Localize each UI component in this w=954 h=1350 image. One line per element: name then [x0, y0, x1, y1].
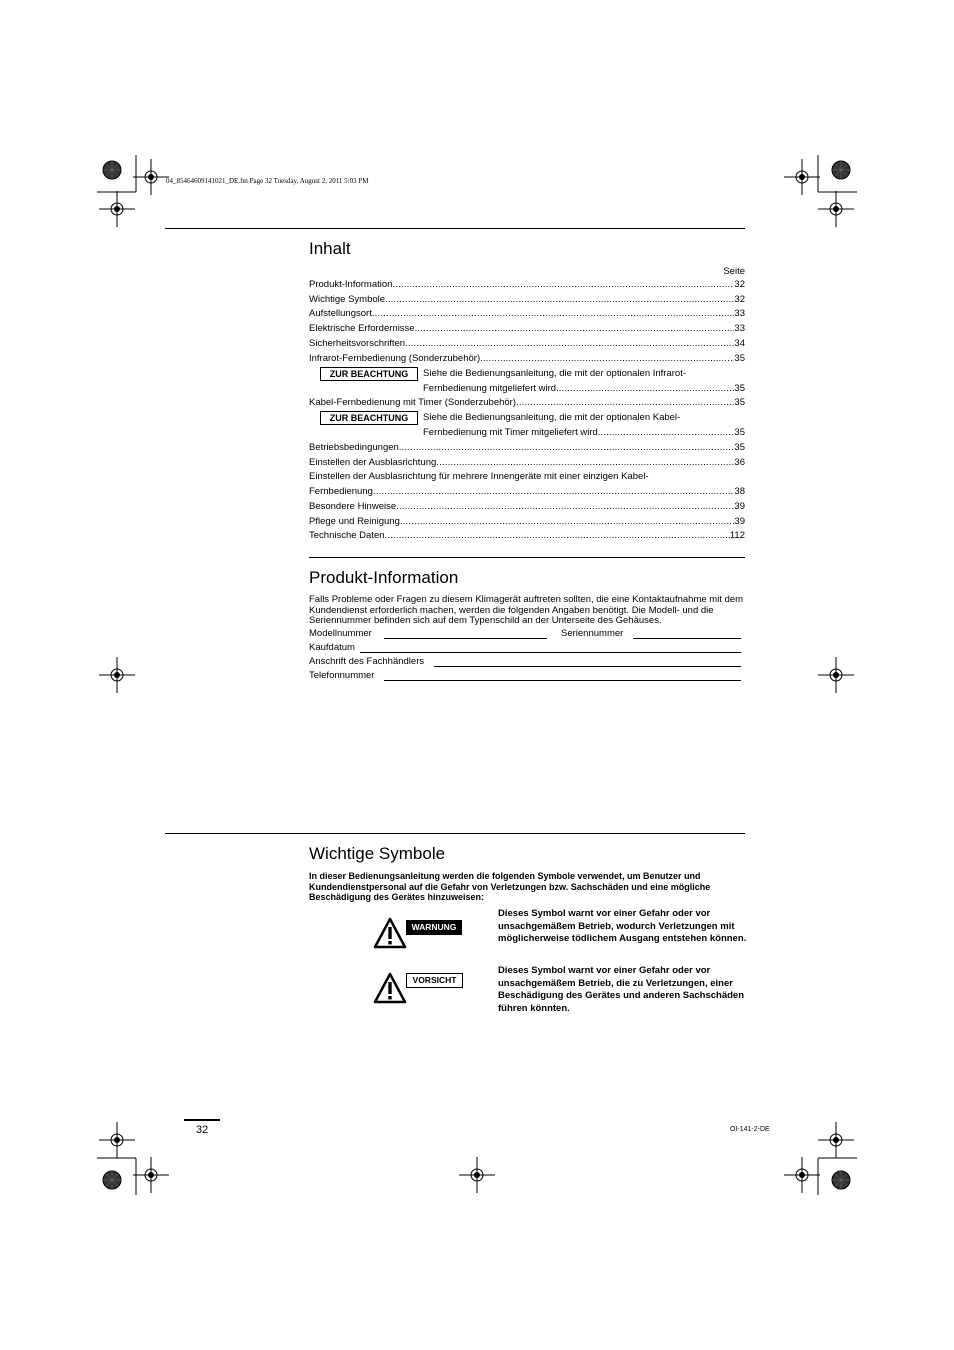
section-rule — [165, 228, 745, 229]
note-text: Siehe die Bedienungsanleitung, die mit der optionalen Infrarot- — [423, 368, 687, 379]
toc-entry[interactable]: Aufstellungsort ..... 33 — [309, 307, 745, 321]
model-line[interactable] — [384, 638, 547, 639]
note-text: Siehe die Bedienungsanleitung, die mit der optionalen Kabel- — [423, 412, 681, 423]
dealer-line[interactable] — [434, 666, 741, 667]
toc-entry[interactable]: Infrarot-Fernbedienung (Sonderzubehör) ..... 35 — [309, 352, 745, 366]
purchase-label: Kaufdatum — [309, 642, 355, 653]
note-badge: ZUR BEACHTUNG — [320, 411, 418, 425]
toc-entry[interactable]: Einstellen der Ausblasrichtung ..... 36 — [309, 456, 745, 470]
toc-title: Inhalt — [309, 239, 351, 258]
file-header: 04_85464609141021_DE.fm Page 32 Tuesday, August 2, 2011 5:03 PM — [166, 177, 369, 185]
phone-line[interactable] — [384, 680, 741, 681]
warning-triangle-icon — [373, 972, 407, 1004]
section-rule — [165, 833, 745, 834]
serial-line[interactable] — [633, 638, 741, 639]
caution-badge: VORSICHT — [406, 973, 463, 988]
toc-entry[interactable]: Elektrische Erfordernisse ..... 33 — [309, 322, 745, 336]
toc-entry[interactable]: Kabel-Fernbedienung mit Timer (Sonderzubehör) ..... 35 — [309, 396, 745, 410]
serial-label: Seriennummer — [561, 628, 624, 639]
dealer-label: Anschrift des Fachhändlers — [309, 656, 425, 667]
toc-entry[interactable]: Besondere Hinweise ..... 39 — [309, 500, 745, 514]
phone-label: Telefonnummer — [309, 670, 375, 681]
product-paragraph: Falls Probleme oder Fragen zu diesem Klimagerät auftreten sollten, die eine Kontaktaufnahme mit dem Kundendienst erforderlich machen, werden die folgenden Angaben benötigt. Die Modell- und die Seriennummer befinden sich auf dem Typenschild an der Unterseite des Gehäuses. — [309, 594, 744, 626]
page-number-rule — [184, 1119, 220, 1121]
toc-page-label: Seite — [723, 266, 745, 277]
toc-entry[interactable]: Betriebsbedingungen ..... 35 — [309, 441, 745, 455]
symbols-title: Wichtige Symbole — [309, 844, 446, 863]
toc-entry[interactable]: Pflege und Reinigung ..... 39 — [309, 515, 745, 529]
symbols-intro: In dieser Bedienungsanleitung werden die folgenden Symbole verwendet, um Benutzer und Kundendienstpersonal auf die Gefahr von Verletzungen bzw. Sachschäden und eine mögliche Beschädigung des Gerätes hinzuweisen: — [309, 871, 711, 902]
toc-entry[interactable]: Technische Daten ..... 112 — [309, 529, 745, 543]
warning-triangle-icon — [373, 917, 407, 949]
warning-badge: WARNUNG — [406, 920, 462, 935]
toc-entry[interactable]: Fernbedienung ..... 38 — [309, 485, 745, 499]
page-number: 32 — [196, 1124, 209, 1136]
warning-description: Dieses Symbol warnt vor einer Gefahr oder vor unsachgemäßem Betrieb, wodurch Verletzungen mit möglicherweise tödlichem Ausgang entstehen können. — [498, 908, 747, 945]
toc-entry[interactable]: Wichtige Symbole ..... 32 — [309, 293, 745, 307]
caution-description: Dieses Symbol warnt vor einer Gefahr oder vor unsachgemäßem Betrieb, die zu Verletzungen, einer Beschädigung des Gerätes und anderen Sachschäden führen könnten. — [498, 965, 745, 1014]
note-entry[interactable]: Fernbedienung mitgeliefert wird. ..... 35 — [423, 382, 745, 396]
toc-entry[interactable]: Sicherheitsvorschriften ..... 34 — [309, 337, 745, 351]
toc-entry[interactable]: Produkt-Information ..... 32 — [309, 278, 745, 292]
doc-code: OI-141-2-DE — [730, 1126, 770, 1133]
purchase-line[interactable] — [360, 652, 741, 653]
toc-entry-multiline: Einstellen der Ausblasrichtung für mehrere Innengeräte mit einer einzigen Kabel- — [309, 471, 649, 482]
product-title: Produkt-Information — [309, 568, 459, 587]
note-badge: ZUR BEACHTUNG — [320, 367, 418, 381]
note-entry[interactable]: Fernbedienung mit Timer mitgeliefert wird. ..... 35 — [423, 426, 745, 440]
model-label: Modellnummer — [309, 628, 372, 639]
section-rule — [309, 557, 745, 558]
